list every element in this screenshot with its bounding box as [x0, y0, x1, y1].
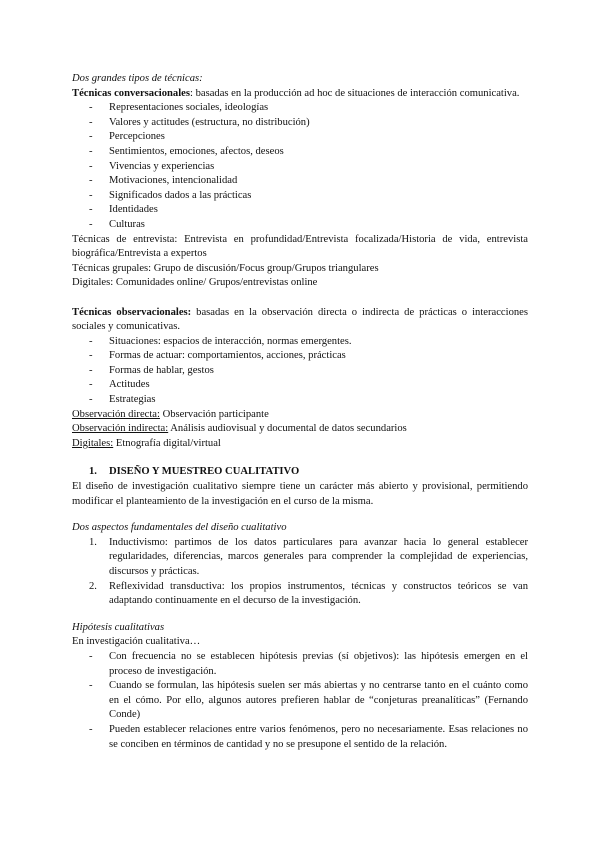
group-techniques: Técnicas grupales: Grupo de discusión/Focus group/Grupos triangulares: [72, 262, 379, 274]
document-page: [72, 72, 528, 752]
section-heading: [89, 465, 528, 480]
list-item-text: Reflexividad transductiva: los propios instrumentos, técnicas y constructos teóricos se van adaptando continuamente en el decurso de la investigación.: [109, 580, 528, 607]
list-item: - Culturas: [72, 218, 528, 233]
list-item: - Con frecuencia no se establecen hipótesis previas (sí objetivos): las hipótesis emergen en el proceso de investigación.: [72, 650, 528, 679]
list-item: - Actitudes: [72, 378, 528, 393]
aspects-list: [72, 536, 528, 609]
direct-observation: [72, 408, 528, 423]
list-item: - Estrategias: [72, 393, 528, 408]
list-item: - Formas de hablar, gestos: [72, 364, 528, 379]
section-heading-number: 1.: [89, 466, 97, 478]
conversational-list: [72, 101, 528, 232]
hypothesis-list: [72, 650, 528, 752]
observational-paragraph: [72, 306, 528, 335]
list-number: 1.: [89, 536, 97, 548]
list-item: [72, 536, 528, 580]
list-item: - Vivencias y experiencias: [72, 160, 528, 175]
indirect-observation-text: Análisis audiovisual y documental de datos secundarios: [168, 423, 407, 435]
list-item: [72, 580, 528, 609]
conversational-paragraph: [72, 87, 528, 102]
list-number: 2.: [89, 580, 97, 592]
digital-techniques: Digitales: Comunidades online/ Grupos/entrevistas online: [72, 277, 318, 289]
digital-observation-text: Etnografía digital/virtual: [113, 437, 221, 449]
digital-observation-label: Digitales:: [72, 437, 114, 449]
design-intro: El diseño de investigación cualitativo siempre tiene un carácter más abierto y provisional, permitiendo modificar el planteamiento de la investigación en el curso de la misma.: [72, 481, 528, 507]
list-item: - Representaciones sociales, ideologías: [72, 101, 528, 116]
list-item: - Formas de actuar: comportamientos, acciones, prácticas: [72, 349, 528, 364]
conversational-text: : basadas en la producción ad hoc de situaciones de interacción comunicativa.: [190, 87, 520, 99]
direct-observation-label: Observación directa:: [72, 408, 160, 420]
conversational-label: Técnicas conversacionales: [72, 87, 190, 99]
hypothesis-title: Hipótesis cualitativas: [72, 621, 165, 633]
section-heading-text: DISEÑO Y MUESTREO CUALITATIVO: [109, 466, 300, 478]
section-title-techniques: Dos grandes tipos de técnicas:: [72, 73, 203, 84]
hypothesis-intro: En investigación cualitativa…: [72, 636, 201, 648]
list-item: - Percepciones: [72, 130, 528, 145]
digital-observation: [72, 437, 528, 452]
list-item: - Pueden establecer relaciones entre varios fenómenos, pero no necesariamente. Esas relaciones no se conciben en términos de cantidad y no se presupone el sentido de la relación.: [72, 723, 528, 752]
list-item-text: Inductivismo: partimos de los datos particulares para avanzar hacia lo general establecer regularidades, diferencias, marcos generales para comprender la complejidad de experiencias, discursos y prácticas.: [109, 536, 528, 577]
indirect-observation: [72, 422, 528, 437]
list-item: - Situaciones: espacios de interacción, normas emergentes.: [72, 335, 528, 350]
indirect-observation-label: Observación indirecta:: [72, 423, 169, 435]
interview-techniques: Técnicas de entrevista: Entrevista en profundidad/Entrevista focalizada/Historia de vida, entrevista biográfica/Entrevista a expertos: [72, 233, 528, 260]
list-item: - Valores y actitudes (estructura, no distribución): [72, 116, 528, 131]
direct-observation-text: Observación participante: [159, 408, 269, 420]
list-item: - Cuando se formulan, las hipótesis suelen ser más abiertas y no centrarse tanto en el cuánto como en el cómo. Por ello, algunos autores prefieren hablar de “conjeturas preanalíticas” (Fernando Conde): [72, 679, 528, 723]
observational-label: Técnicas observacionales:: [72, 306, 192, 318]
list-item: - Identidades: [72, 203, 528, 218]
observational-text: basadas en la observación directa o indirecta de prácticas o interacciones sociales y comunicativas.: [72, 306, 528, 333]
list-item: - Motivaciones, intencionalidad: [72, 174, 528, 189]
list-item: - Significados dados a las prácticas: [72, 189, 528, 204]
list-item: - Sentimientos, emociones, afectos, deseos: [72, 145, 528, 160]
observational-list: [72, 335, 528, 408]
aspects-title: Dos aspectos fundamentales del diseño cualitativo: [72, 522, 287, 534]
